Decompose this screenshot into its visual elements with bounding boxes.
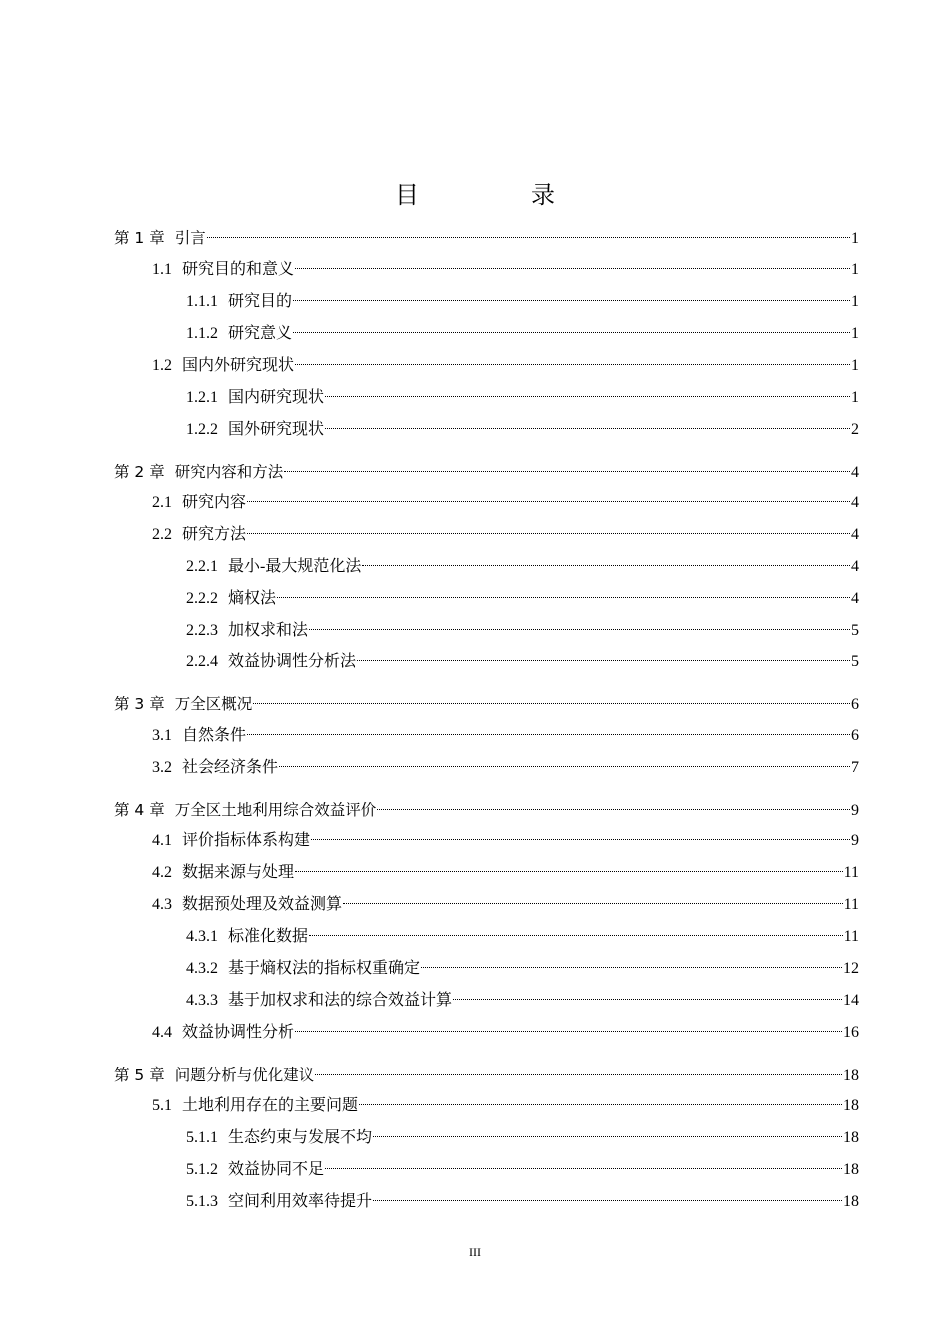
toc-entry-page: 1 bbox=[851, 357, 859, 374]
toc-dot-leader bbox=[293, 300, 850, 301]
toc-entry-title: 基于加权求和法的综合效益计算 bbox=[228, 992, 453, 1009]
toc-entry-page: 5 bbox=[851, 622, 859, 639]
toc-entry-number: 2.1 bbox=[152, 494, 172, 511]
toc-dot-leader bbox=[277, 597, 850, 598]
toc-entry-page: 1 bbox=[851, 293, 859, 310]
toc-entry-number: 1.2.2 bbox=[186, 421, 218, 438]
toc-entry[interactable] bbox=[114, 460, 859, 484]
toc-entry-page: 6 bbox=[851, 727, 859, 744]
toc-entry[interactable] bbox=[186, 619, 859, 643]
toc-entry-number: 第 4 章 bbox=[114, 801, 165, 819]
toc-dot-leader bbox=[453, 999, 842, 1000]
toc-entry-page: 1 bbox=[851, 389, 859, 406]
toc-entry-title: 标准化数据 bbox=[228, 928, 309, 945]
toc-entry-title: 基于熵权法的指标权重确定 bbox=[228, 960, 421, 977]
toc-entry-page: 5 bbox=[851, 653, 859, 670]
toc-entry-number: 1.1.2 bbox=[186, 325, 218, 342]
toc-entry-title: 国内外研究现状 bbox=[182, 357, 295, 374]
toc-entry-number: 2.2.2 bbox=[186, 590, 218, 607]
toc-dot-leader bbox=[309, 629, 850, 630]
toc-entry-number: 1.2.1 bbox=[186, 389, 218, 406]
toc-dot-leader bbox=[325, 428, 850, 429]
toc-entry-title: 评价指标体系构建 bbox=[182, 832, 311, 849]
toc-entry-number: 1.1.1 bbox=[186, 293, 218, 310]
toc-entry[interactable] bbox=[186, 925, 859, 949]
toc-dot-leader bbox=[373, 1200, 842, 1201]
toc-entry-number: 第 2 章 bbox=[114, 463, 165, 481]
toc-entry-page: 7 bbox=[851, 759, 859, 776]
toc-entry-number: 4.3.3 bbox=[186, 992, 218, 1009]
toc-entry-number: 5.1 bbox=[152, 1097, 172, 1114]
toc-entry-number: 5.1.3 bbox=[186, 1193, 218, 1210]
toc-entry-title: 最小-最大规范化法 bbox=[228, 558, 362, 575]
toc-entry-page: 1 bbox=[851, 230, 859, 247]
toc-entry[interactable] bbox=[114, 226, 859, 250]
toc-entry-page: 12 bbox=[843, 960, 859, 977]
toc-entry-page: 18 bbox=[843, 1097, 859, 1114]
toc-entry-title: 国外研究现状 bbox=[228, 421, 325, 438]
toc-dot-leader bbox=[279, 766, 850, 767]
toc-entry-title: 研究目的 bbox=[228, 293, 293, 310]
toc-entry[interactable] bbox=[114, 798, 859, 822]
toc-entry[interactable] bbox=[186, 555, 859, 579]
toc-dot-leader bbox=[295, 268, 850, 269]
toc-entry-page: 16 bbox=[843, 1024, 859, 1041]
toc-dot-leader bbox=[247, 533, 850, 534]
toc-entry[interactable] bbox=[152, 258, 859, 282]
toc-entry-number: 4.3.2 bbox=[186, 960, 218, 977]
toc-entry-page: 2 bbox=[851, 421, 859, 438]
toc-entry[interactable] bbox=[114, 692, 859, 716]
toc-entry-page: 18 bbox=[843, 1193, 859, 1210]
toc-entry-number: 2.2 bbox=[152, 526, 172, 543]
toc-entry-title: 社会经济条件 bbox=[182, 759, 279, 776]
toc-entry[interactable] bbox=[152, 1094, 859, 1118]
toc-entry-number: 3.1 bbox=[152, 727, 172, 744]
toc-dot-leader bbox=[421, 967, 842, 968]
toc-dot-leader bbox=[325, 396, 850, 397]
toc-entry-title: 研究内容和方法 bbox=[174, 463, 284, 481]
toc-entry-title: 数据预处理及效益测算 bbox=[182, 896, 343, 913]
toc-entry-page: 1 bbox=[851, 325, 859, 342]
toc-entry-number: 3.2 bbox=[152, 759, 172, 776]
page-title: 目 录 bbox=[395, 181, 599, 209]
toc-dot-leader bbox=[284, 471, 850, 472]
toc-entry[interactable] bbox=[152, 1021, 859, 1045]
toc-entry-number: 2.2.1 bbox=[186, 558, 218, 575]
toc-entry[interactable] bbox=[114, 1063, 859, 1087]
toc-entry-number: 5.1.2 bbox=[186, 1161, 218, 1178]
toc-entry[interactable] bbox=[152, 893, 859, 917]
toc-entry[interactable] bbox=[186, 418, 859, 442]
toc-dot-leader bbox=[253, 703, 850, 704]
toc-entry-page: 4 bbox=[851, 590, 859, 607]
toc-entry-page: 18 bbox=[843, 1067, 859, 1084]
toc-dot-leader bbox=[325, 1168, 842, 1169]
toc-entry-title: 研究内容 bbox=[182, 494, 247, 511]
toc-entry-title: 效益协同不足 bbox=[228, 1161, 325, 1178]
toc-entry-page: 4 bbox=[851, 558, 859, 575]
toc-dot-leader bbox=[373, 1136, 842, 1137]
toc-entry-number: 5.1.1 bbox=[186, 1129, 218, 1146]
toc-entry-title: 国内研究现状 bbox=[228, 389, 325, 406]
toc-dot-leader bbox=[362, 565, 850, 566]
toc-entry-page: 14 bbox=[843, 992, 859, 1009]
toc-dot-leader bbox=[309, 935, 843, 936]
toc-dot-leader bbox=[311, 839, 850, 840]
toc-entry-page: 18 bbox=[843, 1129, 859, 1146]
toc-entry[interactable] bbox=[152, 829, 859, 853]
toc-entry-page: 6 bbox=[851, 696, 859, 713]
toc-entry-number: 4.4 bbox=[152, 1024, 172, 1041]
toc-entry[interactable] bbox=[186, 989, 859, 1013]
toc-entry-number: 第 5 章 bbox=[114, 1066, 165, 1084]
page-number-footer: III bbox=[469, 1245, 481, 1259]
toc-entry[interactable] bbox=[186, 322, 859, 346]
toc-dot-leader bbox=[295, 871, 843, 872]
toc-entry[interactable] bbox=[186, 650, 859, 674]
toc-entry[interactable] bbox=[186, 1158, 859, 1182]
toc-entry-page: 4 bbox=[851, 464, 859, 481]
toc-entry-title: 加权求和法 bbox=[228, 622, 309, 639]
toc-entry-title: 研究意义 bbox=[228, 325, 293, 342]
toc-entry-title: 万全区概况 bbox=[174, 695, 253, 713]
toc-entry[interactable] bbox=[152, 756, 859, 780]
toc-entry-title: 万全区土地利用综合效益评价 bbox=[174, 801, 377, 819]
toc-entry-number: 4.1 bbox=[152, 832, 172, 849]
toc-entry-number: 2.2.3 bbox=[186, 622, 218, 639]
toc-dot-leader bbox=[377, 809, 850, 810]
toc-entry-number: 4.3 bbox=[152, 896, 172, 913]
toc-entry-number: 第 3 章 bbox=[114, 695, 165, 713]
toc-entry[interactable] bbox=[186, 386, 859, 410]
toc-entry-number: 1.1 bbox=[152, 261, 172, 278]
toc-entry-number: 1.2 bbox=[152, 357, 172, 374]
toc-dot-leader bbox=[247, 734, 850, 735]
toc-entry[interactable] bbox=[152, 724, 859, 748]
toc-dot-leader bbox=[247, 501, 850, 502]
toc-entry-page: 11 bbox=[843, 864, 859, 881]
toc-entry-title: 问题分析与优化建议 bbox=[174, 1066, 315, 1084]
toc-entry-title: 自然条件 bbox=[182, 727, 247, 744]
toc-entry-page: 9 bbox=[851, 802, 859, 819]
toc-entry-page: 4 bbox=[851, 494, 859, 511]
toc-entry-title: 空间利用效率待提升 bbox=[228, 1193, 373, 1210]
toc-entry[interactable] bbox=[186, 587, 859, 611]
toc-entry-page: 11 bbox=[843, 896, 859, 913]
toc-entry-title: 效益协调性分析法 bbox=[228, 653, 357, 670]
toc-entry-title: 效益协调性分析 bbox=[182, 1024, 295, 1041]
toc-entry-title: 生态约束与发展不均 bbox=[228, 1129, 373, 1146]
toc-entry-page: 11 bbox=[843, 928, 859, 945]
toc-dot-leader bbox=[207, 237, 850, 238]
toc-entry-title: 研究方法 bbox=[182, 526, 247, 543]
toc-entry-page: 1 bbox=[851, 261, 859, 278]
toc-entry-title: 数据来源与处理 bbox=[182, 864, 295, 881]
toc-entry[interactable] bbox=[152, 523, 859, 547]
toc-entry[interactable] bbox=[186, 290, 859, 314]
toc-dot-leader bbox=[295, 1031, 842, 1032]
toc-entry-number: 4.3.1 bbox=[186, 928, 218, 945]
toc-entry-title: 熵权法 bbox=[228, 590, 277, 607]
toc-entry-number: 第 1 章 bbox=[114, 229, 165, 247]
toc-dot-leader bbox=[293, 332, 850, 333]
toc-entry[interactable] bbox=[152, 861, 859, 885]
toc-dot-leader bbox=[295, 364, 850, 365]
toc-entry[interactable] bbox=[186, 1190, 859, 1214]
toc-entry-title: 引言 bbox=[174, 229, 206, 247]
toc-entry-page: 18 bbox=[843, 1161, 859, 1178]
toc-entry[interactable] bbox=[152, 354, 859, 378]
toc-entry-title: 土地利用存在的主要问题 bbox=[182, 1097, 359, 1114]
toc-dot-leader bbox=[343, 903, 843, 904]
toc-dot-leader bbox=[315, 1074, 842, 1075]
toc-dot-leader bbox=[357, 660, 850, 661]
toc-entry[interactable] bbox=[186, 1126, 859, 1150]
toc-entry[interactable] bbox=[186, 957, 859, 981]
toc-entry-number: 2.2.4 bbox=[186, 653, 218, 670]
toc-entry-number: 4.2 bbox=[152, 864, 172, 881]
toc-dot-leader bbox=[359, 1104, 842, 1105]
toc-entry-page: 9 bbox=[851, 832, 859, 849]
toc-entry-page: 4 bbox=[851, 526, 859, 543]
toc-entry[interactable] bbox=[152, 491, 859, 515]
toc-entry-title: 研究目的和意义 bbox=[182, 261, 295, 278]
